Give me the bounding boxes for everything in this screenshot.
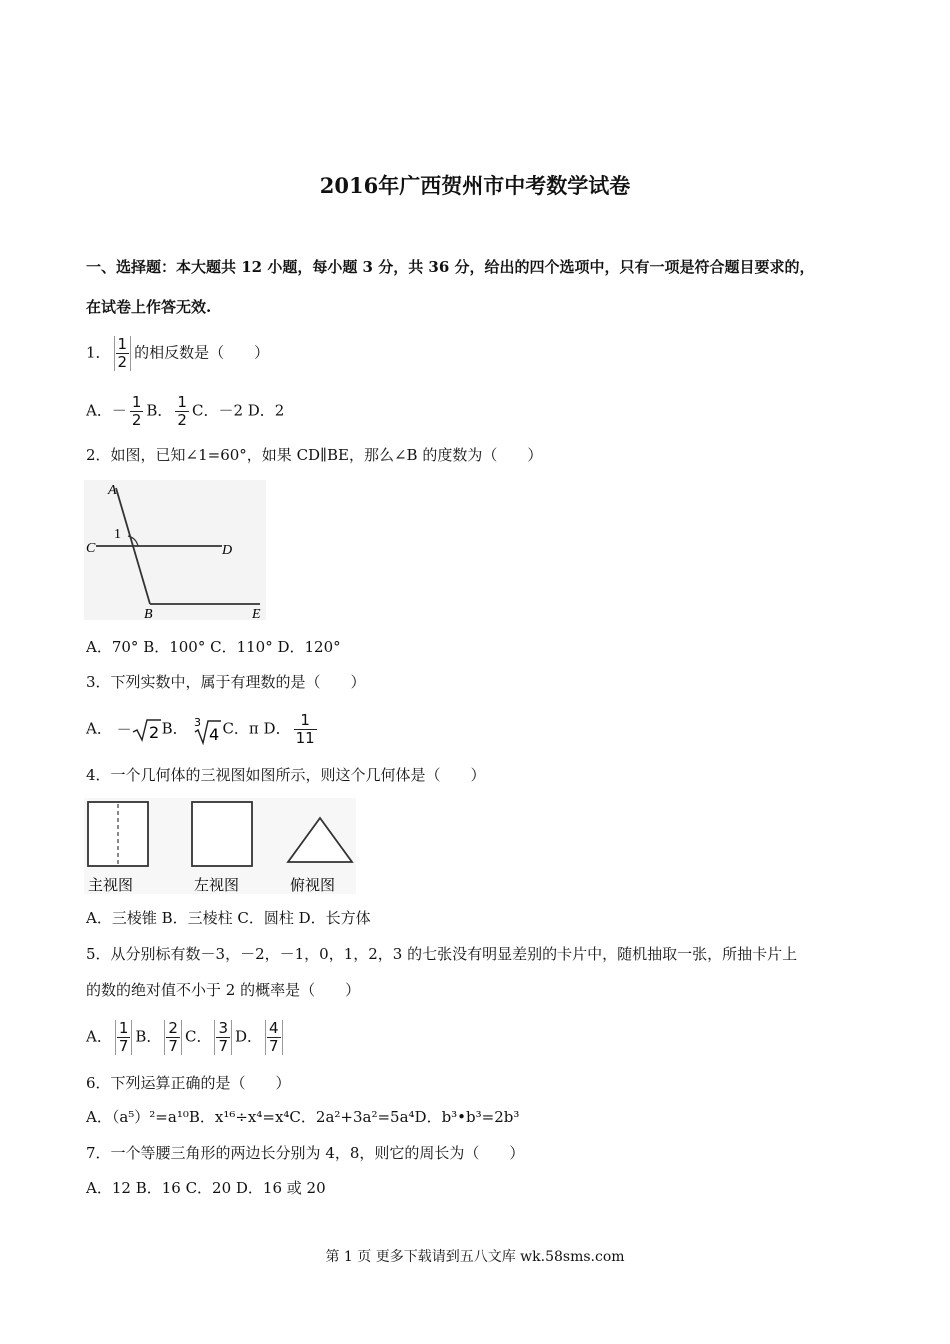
q3-d-den: 11 xyxy=(295,729,315,747)
page-title: 2016年广西贺州市中考数学试卷 xyxy=(319,173,631,198)
label-angle-1: 1 xyxy=(114,527,121,542)
question-1-options xyxy=(86,394,284,429)
question-4-options: A．三棱锥 B．三棱柱 C．圆柱 D．长方体 xyxy=(86,909,371,927)
q2-figure-bg xyxy=(84,480,266,620)
q5-option-c-label: C． xyxy=(184,1027,212,1046)
front-view-label: 主视图 xyxy=(88,876,134,894)
q1-number: 1． xyxy=(86,343,111,362)
q5-option-d-label: D． xyxy=(235,1027,263,1046)
q3-b-index: 3 xyxy=(194,715,202,729)
q5-d-num: 4 xyxy=(269,1019,279,1037)
question-7-options: A．12 B．16 C．20 D．16 或 20 xyxy=(86,1179,326,1197)
label-b: B xyxy=(144,607,153,620)
question-1 xyxy=(86,336,269,371)
q1-fraction xyxy=(114,336,132,371)
q3-b-radicand: 4 xyxy=(209,724,220,744)
q4-three-views-figure xyxy=(84,798,356,894)
q5-a-den: 7 xyxy=(118,1037,129,1055)
q5-c-den: 7 xyxy=(218,1037,228,1055)
label-d: D xyxy=(222,543,233,558)
q5-option-d-fraction xyxy=(265,1020,283,1055)
side-view-label: 左视图 xyxy=(194,876,240,894)
question-4: 4．一个几何体的三视图如图所示，则这个几何体是（ ） xyxy=(86,766,486,784)
label-e: E xyxy=(252,607,261,620)
q5-option-a-fraction xyxy=(115,1020,133,1055)
q3-option-a-expr xyxy=(117,718,162,742)
q5-option-c-fraction xyxy=(214,1020,232,1055)
section-instructions-line1: 一、选择题：本大题共 12 小题，每小题 3 分，共 36 分，给出的四个选项中，只有一项是符合题目要求的， xyxy=(86,258,815,276)
q1-b-den: 2 xyxy=(177,411,187,429)
question-3: 3．下列实数中，属于有理数的是（ ） xyxy=(86,673,366,691)
top-view-label: 俯视图 xyxy=(290,876,336,894)
q3-option-c-d-label: C．π D． xyxy=(222,719,291,738)
question-7: 7．一个等腰三角形的两边长分别为 4，8，则它的周长为（ ） xyxy=(86,1144,525,1162)
q1-option-a-fraction xyxy=(130,394,144,429)
q5-a-num: 1 xyxy=(118,1019,129,1037)
q3-d-num: 1 xyxy=(300,711,310,729)
question-5-options xyxy=(86,1020,286,1055)
q1-frac-num: 1 xyxy=(117,335,128,353)
sqrt-symbol-icon xyxy=(132,718,162,742)
question-5-line2: 的数的绝对值不小于 2 的概率是（ ） xyxy=(86,981,361,999)
q1-options-rest: C．－2 D．2 xyxy=(191,401,285,420)
q5-c-num: 3 xyxy=(218,1019,228,1037)
q1-option-a-prefix: A．－ xyxy=(86,401,127,420)
q5-option-b-label: B． xyxy=(135,1027,162,1046)
q3-option-d-fraction xyxy=(294,712,317,747)
q5-b-den: 7 xyxy=(168,1037,178,1055)
question-6: 6．下列运算正确的是（ ） xyxy=(86,1074,291,1092)
q1-frac-den: 2 xyxy=(117,353,128,371)
q3-option-b-expr xyxy=(192,715,222,745)
label-c: C xyxy=(86,541,96,556)
question-6-options: A．（a⁵）²=a¹⁰B．x¹⁶÷x⁴=x⁴C．2a²+3a²=5a⁴D．b³•b³=2b³ xyxy=(86,1108,520,1126)
q1-b-num: 1 xyxy=(177,393,187,411)
q1-text: 的相反数是（ ） xyxy=(134,343,270,362)
question-5-line1: 5．从分别标有数－3，－2，－1，0，1，2，3 的七张没有明显差别的卡片中，随机抽取一张，所抽卡片上 xyxy=(86,945,798,963)
q5-d-den: 7 xyxy=(269,1037,279,1055)
q5-option-b-fraction xyxy=(164,1020,182,1055)
cube-root-symbol-icon xyxy=(192,715,222,745)
section-instructions-line2: 在试卷上作答无效. xyxy=(86,298,212,316)
question-2: 2．如图，已知∠1=60°，如果 CD∥BE，那么∠B 的度数为（ ） xyxy=(86,446,543,464)
page-footer: 第 1 页 更多下载请到五八文库 wk.58sms.com xyxy=(325,1249,625,1265)
side-view-rect xyxy=(192,802,252,866)
q1-option-b-prefix: B． xyxy=(146,401,173,420)
q2-parallel-lines-figure xyxy=(84,480,266,620)
q3-option-b-label: B． xyxy=(161,719,188,738)
q1-a-den: 2 xyxy=(131,411,142,429)
q3-a-sign: － xyxy=(116,720,132,738)
question-2-options: A．70° B．100° C．110° D．120° xyxy=(86,638,341,656)
label-a: A xyxy=(108,483,117,498)
q3-option-a-label: A． xyxy=(86,719,112,738)
q1-option-b-fraction xyxy=(175,394,189,429)
q5-b-num: 2 xyxy=(168,1019,178,1037)
q5-option-a-label: A． xyxy=(86,1027,112,1046)
q3-a-radicand: 2 xyxy=(148,722,159,742)
question-3-options xyxy=(86,712,320,747)
q1-a-num: 1 xyxy=(131,393,142,411)
